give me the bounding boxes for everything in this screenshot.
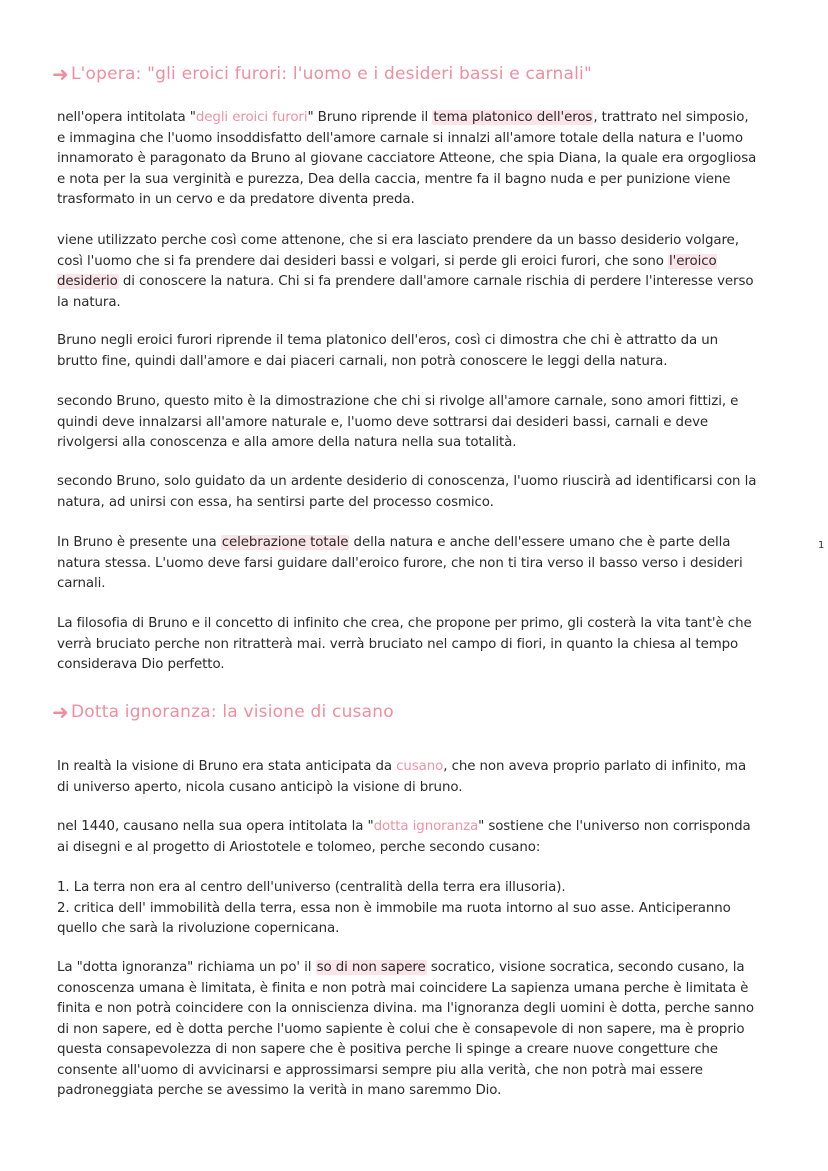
- paragraph-eros: Bruno negli eroici furori riprende il tema platonico dell'eros, così ci dimostra che chi è attratto da un brutto fine, quindi dall'amore e dai piaceri carnali, non potrà conoscere le leggi della natura.: [57, 333, 719, 369]
- heading-text: L'opera: "gli eroici furori: l'uomo e i desideri bassi e carnali": [70, 64, 593, 84]
- arrow-right-icon: ➜: [52, 62, 69, 86]
- paragraph-cusano: [57, 757, 757, 798]
- section-heading-opera: [52, 62, 592, 86]
- paragraph-celebrazione: [57, 533, 757, 595]
- text: , che non aveva proprio parlato di infinito, ma di universo aperto, nicola cusano anticipò la visione di bruno.: [57, 759, 747, 795]
- heading-text: Dotta ignoranza: la visione di cusano: [70, 702, 394, 722]
- text: La "dotta ignoranza" richiama un po' il: [57, 960, 316, 975]
- text: socratico, visione socratica, secondo cusano, la conoscenza umana è limitata, è finita e non potrà mai coincidere La sapienza umana perche è limitata è finita e non potrà coincidere con la onniscienza divina. ma l'ignoranza degli uomini è dotta, perche sanno di non sapere, ed è dotta perche l'uomo sapiente è colui che è consapevole di non sapere, ma è proprio questa consapevolezza di non sapere che è positiva perche li spinge a creare nuove congetture che consente all'uomo di avvicinarsi e approssimarsi sempre piu alla verità, che non potrà mai essere padroneggiata perche se avessimo la verità in mano saremmo Dio.: [57, 960, 754, 1098]
- pink-title: dotta ignoranza: [373, 819, 479, 834]
- text: In realtà la visione di Bruno era stata anticipata da: [57, 759, 397, 774]
- text: " Bruno riprende il: [307, 110, 433, 125]
- section-heading-dotta-ignoranza: [52, 700, 394, 724]
- paragraph-so-di-non-sapere: [57, 958, 757, 1102]
- pink-name: cusano: [396, 759, 444, 774]
- paragraph-opera-intro: [57, 108, 757, 211]
- text: In Bruno è presente una: [57, 535, 221, 550]
- highlight: tema platonico dell'eros: [433, 110, 593, 125]
- highlight: l'eroico desiderio: [57, 253, 717, 289]
- text: " sostiene che l'universo non corrisponda ai disegni e al progetto di Ariostotele e tolomeo, perche secondo cusano:: [57, 819, 751, 855]
- text: nell'opera intitolata ": [57, 110, 196, 125]
- paragraph-filosofia: La filosofia di Bruno e il concetto di infinito che crea, che propone per primo, gli costerà la vita tant'è che verrà bruciato perche non ritratterà mai. verrà bruciato nel campo di fiori, in quanto la chiesa al tempo considerava Dio perfetto.: [57, 616, 752, 672]
- arrow-right-icon: ➜: [52, 700, 69, 724]
- page-number: 1: [818, 540, 825, 551]
- text: della natura e anche dell'essere umano che è parte della natura stessa. L'uomo deve farsi guidare dall'eroico furore, che non ti tira verso il basso verso i desideri carnali.: [57, 535, 743, 591]
- text: nel 1440, causano nella sua opera intitolata la ": [57, 819, 374, 834]
- paragraph-1440: [57, 817, 757, 858]
- paragraph-mito: secondo Bruno, questo mito è la dimostrazione che chi si rivolge all'amore carnale, sono amori fittizi, e quindi deve innalzarsi all'amore naturale e, l'uomo deve sottrarsi dai desideri bassi, carnali e deve rivolgersi alla conoscenza e alla amore della natura nella sua totalità.: [57, 394, 739, 450]
- text: , trattrato nel simposio, e immagina che l'uomo insoddisfatto dell'amore carnale si innalzi all'amore totale della natura e l'uomo innamorato è paragonato da Bruno al giovane cacciatore Atteone, che spia Diana, la quale era orgogliosa e nota per la sua verginità e purezza, Dea della caccia, mentre fa il bagno nuda e per punizione viene trasformato in un cervo e da predatore diventa preda.: [57, 110, 757, 207]
- highlight: celebrazione totale: [221, 535, 349, 550]
- pink-title: degli eroici furori: [195, 110, 308, 125]
- paragraph-conoscenza: secondo Bruno, solo guidato da un ardente desiderio di conoscenza, l'uomo riuscirà ad identificarsi con la natura, ad unirsi con essa, ha sentirsi parte del processo cosmico.: [57, 474, 757, 510]
- text: di conoscere la natura. Chi si fa prendere dall'amore carnale rischia di perdere l'interesse verso la natura.: [57, 274, 754, 310]
- highlight: so di non sapere: [316, 960, 426, 975]
- paragraph-atteone: [57, 231, 757, 313]
- text: viene utilizzato perche così come attenone, che si era lasciato prendere da un basso desiderio volgare, così l'uomo che si fa prendere dai desideri bassi e volgari, si perde gli eroici furori, che sono: [57, 233, 739, 269]
- list-item: 1. La terra non era al centro dell'universo (centralità della terra era illusoria).: [57, 880, 566, 895]
- list-item: 2. critica dell' immobilità della terra, essa non è immobile ma ruota intorno al suo asse. Anticiperanno quello che sarà la rivoluzione copernicana.: [57, 900, 731, 936]
- numbered-list: [57, 878, 757, 940]
